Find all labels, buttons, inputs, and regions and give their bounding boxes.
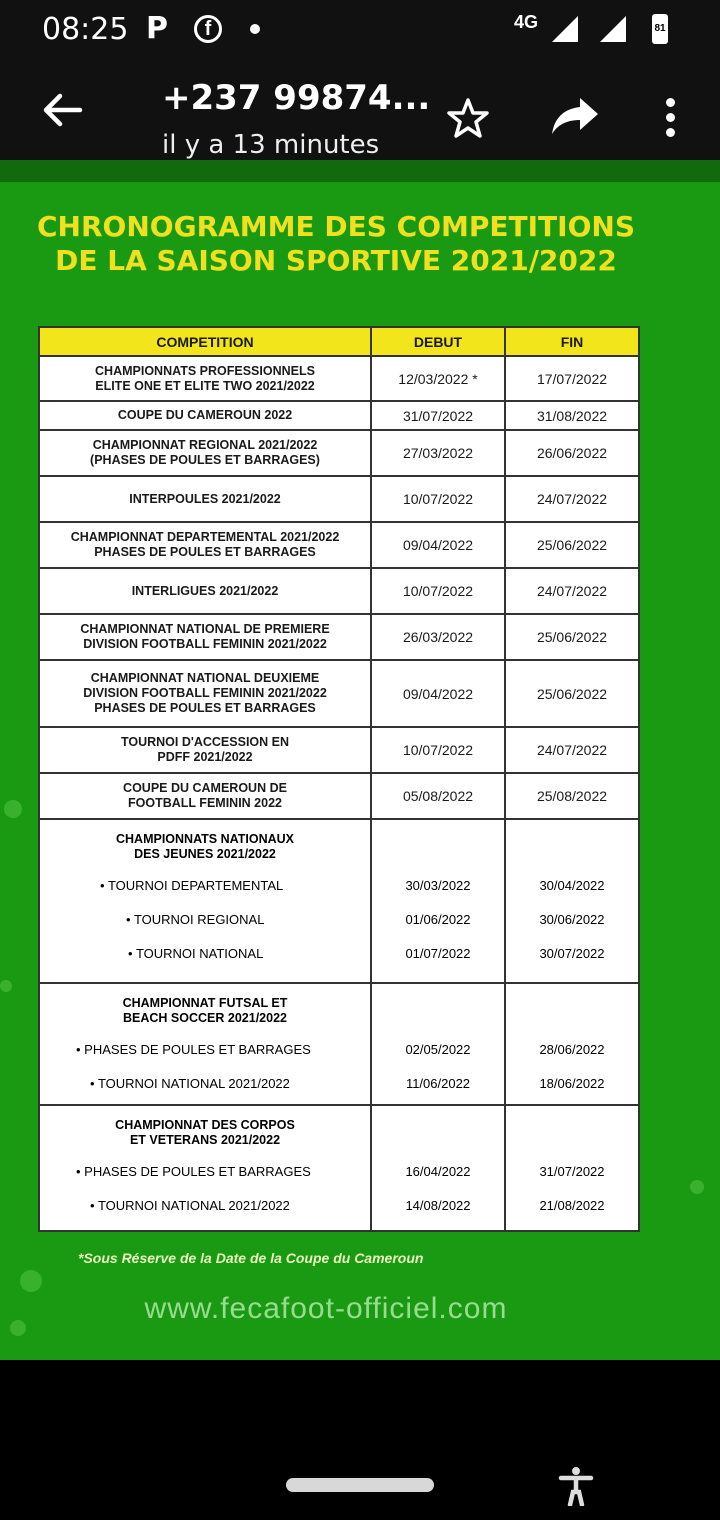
table-row	[40, 431, 638, 477]
fin-date: 26/06/2022	[536, 445, 608, 461]
sub-item-label: PHASES DE POULES ET BARRAGES	[84, 1164, 311, 1179]
bokeh-dot	[0, 980, 12, 992]
contact-title: +237 99874...	[162, 78, 431, 118]
battery-icon: 81	[652, 14, 668, 44]
clock: 08:25	[42, 12, 129, 47]
competition-name: INTERPOULES 2021/2022	[40, 477, 372, 521]
table-row	[40, 728, 638, 774]
debut-date: 05/08/2022	[372, 774, 506, 818]
group-name: CHAMPIONNAT FUTSAL ET BEACH SOCCER 2021/2022	[122, 996, 288, 1025]
group-fin-cell	[506, 984, 638, 1104]
sub-debut-date: 01/07/2022	[405, 946, 471, 961]
group-cell	[40, 1106, 372, 1230]
group-name: CHAMPIONNATS NATIONAUX DES JEUNES 2021/2022	[115, 832, 294, 861]
competition-name: CHAMPIONNATS PROFESSIONNELS ELITE ONE ET ELITE TWO 2021/2022	[40, 357, 372, 400]
fin-date: 25/06/2022	[536, 537, 608, 553]
fin-date: 25/06/2022	[536, 629, 608, 645]
navigation-bar	[0, 1360, 720, 1520]
competition-name: CHAMPIONNAT NATIONAL DE PREMIERE DIVISION FOOTBALL FEMININ 2021/2022	[40, 615, 372, 659]
sub-debut-date: 02/05/2022	[405, 1042, 471, 1057]
table-row	[40, 774, 638, 820]
fin-date: 24/07/2022	[536, 491, 608, 507]
competition-name: CHAMPIONNAT DEPARTEMENTAL 2021/2022 PHASES DE POULES ET BARRAGES	[40, 523, 372, 567]
star-icon[interactable]	[446, 96, 490, 140]
table-header	[40, 328, 638, 357]
fin-date: 24/07/2022	[536, 583, 608, 599]
col-fin: FIN	[560, 333, 584, 350]
sub-debut-date: 14/08/2022	[405, 1198, 471, 1213]
fin-date: 25/06/2022	[536, 685, 608, 702]
sub-item: • PHASES DE POULES ET BARRAGES	[76, 1042, 311, 1057]
table-row	[40, 615, 638, 661]
debut-date: 10/07/2022	[372, 477, 506, 521]
title-line-2: DE LA SAISON SPORTIVE 2021/2022	[55, 244, 617, 277]
table-row	[40, 569, 638, 615]
table-row	[40, 661, 638, 728]
sub-item: • TOURNOI DEPARTEMENTAL	[100, 878, 284, 893]
group-name: CHAMPIONNAT DES CORPOS ET VETERANS 2021/2022	[115, 1118, 295, 1147]
sub-debut-date: 30/03/2022	[405, 878, 471, 893]
sub-fin-date: 30/04/2022	[539, 878, 605, 893]
debut-date: 26/03/2022	[372, 615, 506, 659]
sub-item: • TOURNOI NATIONAL 2021/2022	[90, 1198, 290, 1213]
sub-item-label: PHASES DE POULES ET BARRAGES	[84, 1042, 311, 1057]
group-cell	[40, 820, 372, 982]
sub-fin-date: 31/07/2022	[539, 1164, 605, 1179]
competition-name: INTERLIGUES 2021/2022	[40, 569, 372, 613]
sub-debut-date: 01/06/2022	[405, 912, 471, 927]
table-body	[40, 357, 638, 1230]
sub-fin-date: 30/07/2022	[539, 946, 605, 961]
status-bar	[0, 0, 720, 60]
poster-title	[0, 210, 672, 278]
debut-date: 27/03/2022	[372, 431, 506, 475]
debut-date: 10/07/2022	[372, 569, 506, 613]
image-viewer[interactable]	[0, 160, 720, 1360]
sub-item: • TOURNOI REGIONAL	[126, 912, 265, 927]
fin-date: 25/08/2022	[536, 788, 608, 804]
debut-date: 09/04/2022	[372, 523, 506, 567]
parking-app-icon: P	[146, 11, 168, 46]
fin-date: 24/07/2022	[536, 742, 608, 758]
col-debut: DEBUT	[372, 328, 506, 355]
sub-fin-date: 18/06/2022	[539, 1076, 605, 1091]
fin-date: 31/08/2022	[536, 407, 608, 424]
table-row	[40, 477, 638, 523]
sub-item-label: TOURNOI DEPARTEMENTAL	[107, 878, 284, 893]
sub-item: • TOURNOI NATIONAL	[128, 946, 264, 961]
more-options-icon[interactable]	[664, 98, 676, 138]
debut-date: 10/07/2022	[372, 728, 506, 772]
sub-item-label: TOURNOI NATIONAL	[135, 946, 264, 961]
sub-item-label: TOURNOI REGIONAL	[133, 912, 265, 927]
sub-item: • PHASES DE POULES ET BARRAGES	[76, 1164, 311, 1179]
table-group-row	[40, 1106, 638, 1230]
accessibility-icon[interactable]	[558, 1466, 594, 1506]
website-watermark: www.fecafoot-officiel.com	[144, 1292, 508, 1325]
sub-fin-date: 21/08/2022	[539, 1198, 605, 1213]
sub-fin-date: 30/06/2022	[539, 912, 605, 927]
network-type: 4G	[514, 12, 539, 32]
timestamp: il y a 13 minutes	[162, 130, 380, 160]
image-top-edge	[0, 160, 720, 182]
debut-date: 09/04/2022	[372, 661, 506, 726]
signal-icon	[552, 16, 578, 42]
app-bar	[0, 60, 720, 160]
fin-date: 17/07/2022	[536, 370, 608, 387]
table-group-row	[40, 820, 638, 984]
group-debut-cell	[372, 1106, 506, 1230]
competition-name: TOURNOI D'ACCESSION EN PDFF 2021/2022	[40, 728, 372, 772]
bokeh-dot	[20, 1270, 42, 1292]
footnote: *Sous Réserve de la Date de la Coupe du Cameroun	[78, 1250, 424, 1266]
competition-name: CHAMPIONNAT REGIONAL 2021/2022 (PHASES DE POULES ET BARRAGES)	[40, 431, 372, 475]
sub-fin-date: 28/06/2022	[539, 1042, 605, 1057]
bokeh-dot	[4, 800, 22, 818]
title-line-1: CHRONOGRAMME DES COMPETITIONS	[37, 210, 635, 243]
group-debut-cell	[372, 984, 506, 1104]
notification-dot-icon	[250, 24, 260, 34]
competition-name: COUPE DU CAMEROUN 2022	[40, 402, 372, 429]
table-row	[40, 523, 638, 569]
table-group-row	[40, 984, 638, 1106]
competition-name: CHAMPIONNAT NATIONAL DEUXIEME DIVISION FOOTBALL FEMININ 2021/2022 PHASES DE POULES ET BARRAGES	[40, 661, 372, 726]
sub-item: • TOURNOI NATIONAL 2021/2022	[90, 1076, 290, 1091]
sub-item-label: TOURNOI NATIONAL 2021/2022	[97, 1076, 290, 1091]
competition-name: COUPE DU CAMEROUN DE FOOTBALL FEMININ 2022	[40, 774, 372, 818]
group-fin-cell	[506, 820, 638, 982]
table-row	[40, 357, 638, 402]
forward-icon[interactable]	[550, 96, 600, 138]
group-fin-cell	[506, 1106, 638, 1230]
debut-date: 12/03/2022 *	[372, 357, 506, 400]
group-debut-cell	[372, 820, 506, 982]
sub-debut-date: 16/04/2022	[405, 1164, 471, 1179]
debut-date: 31/07/2022	[372, 402, 506, 429]
back-arrow-icon[interactable]	[40, 88, 84, 132]
col-competition: COMPETITION	[40, 328, 372, 355]
bokeh-dot	[690, 1180, 704, 1194]
table-row	[40, 402, 638, 431]
sub-item-label: TOURNOI NATIONAL 2021/2022	[97, 1198, 290, 1213]
schedule-table	[38, 326, 640, 1232]
sub-debut-date: 11/06/2022	[405, 1076, 471, 1091]
facebook-icon: f	[194, 15, 222, 43]
signal-icon-2	[600, 16, 626, 42]
group-cell	[40, 984, 372, 1104]
home-gesture-bar[interactable]	[286, 1478, 434, 1492]
